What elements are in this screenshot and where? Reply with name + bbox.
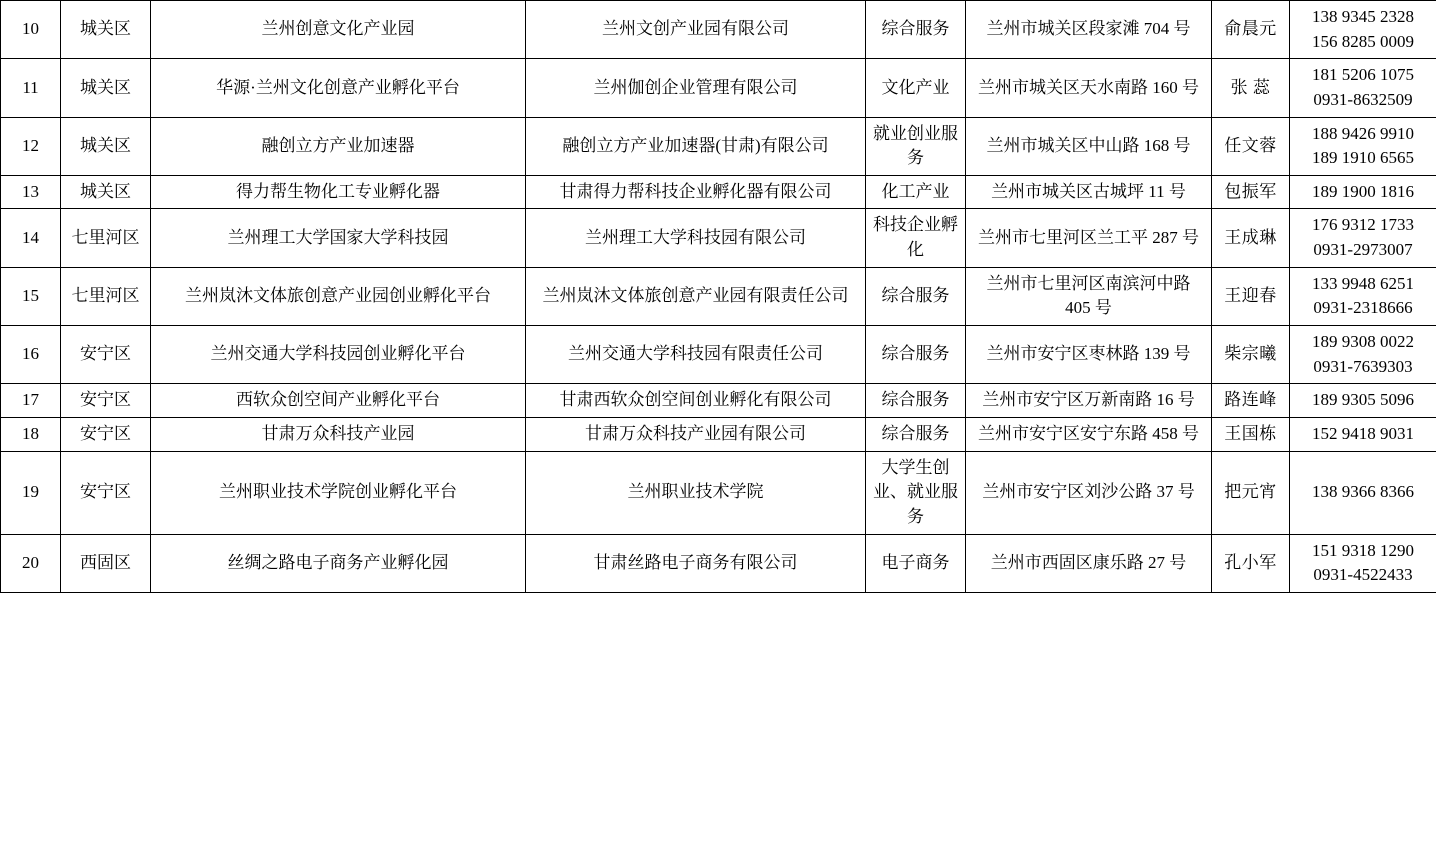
- table-row: [1, 326, 1436, 384]
- cell-district: 七里河区: [61, 209, 151, 267]
- cell-address: [966, 326, 1212, 384]
- cell-district: 七里河区: [61, 267, 151, 325]
- cell-address: [966, 384, 1212, 418]
- cell-incubator-name: 西软众创空间产业孵化平台: [151, 384, 526, 418]
- phone-line: 189 1900 1816: [1312, 181, 1414, 201]
- cell-phone: [1290, 534, 1436, 592]
- cell-index: 17: [1, 384, 61, 418]
- cell-incubator-name: 兰州岚沐文体旅创意产业园创业孵化平台: [151, 267, 526, 325]
- phone-line: 189 1910 6565: [1312, 148, 1414, 168]
- cell-district: 西固区: [61, 534, 151, 592]
- cell-incubator-name: 丝绸之路电子商务产业孵化园: [151, 534, 526, 592]
- cell-industry-type: 综合服务: [866, 326, 966, 384]
- cell-incubator-name: 兰州职业技术学院创业孵化平台: [151, 451, 526, 534]
- cell-contact: 王迎春: [1212, 267, 1290, 325]
- cell-company: 兰州理工大学科技园有限公司: [526, 209, 866, 267]
- cell-phone: [1290, 267, 1436, 325]
- cell-company: 兰州伽创企业管理有限公司: [526, 59, 866, 117]
- table-row: [1, 59, 1436, 117]
- cell-contact: 孔小军: [1212, 534, 1290, 592]
- cell-index: 16: [1, 326, 61, 384]
- cell-company: 甘肃丝路电子商务有限公司: [526, 534, 866, 592]
- cell-index: 12: [1, 117, 61, 175]
- address-text: 兰州市城关区天水南路 160 号: [978, 77, 1199, 97]
- cell-industry-type: 化工产业: [866, 175, 966, 209]
- cell-address: [966, 267, 1212, 325]
- table-row: [1, 175, 1436, 209]
- phone-line: 189 9308 0022: [1312, 332, 1414, 352]
- cell-address: [966, 209, 1212, 267]
- table-row: [1, 534, 1436, 592]
- cell-incubator-name: 甘肃万众科技产业园: [151, 417, 526, 451]
- cell-contact: 包振军: [1212, 175, 1290, 209]
- cell-index: 18: [1, 417, 61, 451]
- cell-index: 20: [1, 534, 61, 592]
- cell-contact: 张 蕊: [1212, 59, 1290, 117]
- cell-district: 安宁区: [61, 384, 151, 418]
- cell-phone: [1290, 451, 1436, 534]
- cell-index: 10: [1, 1, 61, 59]
- cell-incubator-name: 兰州理工大学国家大学科技园: [151, 209, 526, 267]
- table-row: [1, 451, 1436, 534]
- cell-industry-type: 大学生创业、就业服务: [866, 451, 966, 534]
- cell-phone: [1290, 209, 1436, 267]
- table-body: [1, 1, 1436, 593]
- address-text: 兰州市七里河区兰工平 287 号: [978, 227, 1199, 247]
- cell-contact: 柴宗曦: [1212, 326, 1290, 384]
- phone-line: 138 9366 8366: [1312, 482, 1414, 502]
- cell-contact: 任文蓉: [1212, 117, 1290, 175]
- cell-index: 14: [1, 209, 61, 267]
- cell-phone: [1290, 417, 1436, 451]
- cell-index: 11: [1, 59, 61, 117]
- cell-industry-type: 就业创业服务: [866, 117, 966, 175]
- cell-company: 兰州职业技术学院: [526, 451, 866, 534]
- cell-industry-type: 综合服务: [866, 1, 966, 59]
- address-text: 兰州市安宁区刘沙公路 37 号: [982, 482, 1195, 502]
- phone-line: 152 9418 9031: [1312, 423, 1414, 443]
- cell-phone: [1290, 175, 1436, 209]
- cell-phone: [1290, 384, 1436, 418]
- address-text: 兰州市安宁区万新南路 16 号: [982, 390, 1195, 410]
- phone-line: 156 8285 0009: [1312, 31, 1414, 51]
- cell-company: 兰州文创产业园有限公司: [526, 1, 866, 59]
- phone-line: 0931-7639303: [1313, 356, 1413, 376]
- cell-index: 13: [1, 175, 61, 209]
- cell-industry-type: 综合服务: [866, 384, 966, 418]
- cell-address: [966, 59, 1212, 117]
- address-text: 兰州市安宁区安宁东路 458 号: [978, 423, 1199, 443]
- address-text: 兰州市西固区康乐路 27 号: [990, 552, 1187, 572]
- cell-district: 安宁区: [61, 451, 151, 534]
- cell-index: 15: [1, 267, 61, 325]
- cell-incubator-name: 融创立方产业加速器: [151, 117, 526, 175]
- cell-district: 城关区: [61, 59, 151, 117]
- cell-contact: 俞晨元: [1212, 1, 1290, 59]
- table-row: [1, 384, 1436, 418]
- phone-line: 138 9345 2328: [1312, 7, 1414, 26]
- cell-company: 融创立方产业加速器(甘肃)有限公司: [526, 117, 866, 175]
- cell-address: [966, 451, 1212, 534]
- cell-industry-type: 文化产业: [866, 59, 966, 117]
- cell-phone: [1290, 59, 1436, 117]
- cell-incubator-name: 华源·兰州文化创意产业孵化平台: [151, 59, 526, 117]
- cell-incubator-name: 得力帮生物化工专业孵化器: [151, 175, 526, 209]
- cell-phone: [1290, 326, 1436, 384]
- address-text: 兰州市城关区段家滩 704 号: [986, 19, 1191, 39]
- phone-line: 176 9312 1733: [1312, 215, 1414, 235]
- cell-contact: 路连峰: [1212, 384, 1290, 418]
- phone-line: 0931-2973007: [1313, 240, 1413, 260]
- cell-industry-type: 科技企业孵化: [866, 209, 966, 267]
- phone-line: 0931-8632509: [1313, 89, 1413, 109]
- cell-incubator-name: 兰州创意文化产业园: [151, 1, 526, 59]
- cell-address: [966, 534, 1212, 592]
- cell-district: 安宁区: [61, 417, 151, 451]
- phone-line: 189 9305 5096: [1312, 390, 1414, 410]
- cell-industry-type: 电子商务: [866, 534, 966, 592]
- cell-incubator-name: 兰州交通大学科技园创业孵化平台: [151, 326, 526, 384]
- phone-line: 0931-4522433: [1313, 565, 1413, 585]
- cell-contact: 王成琳: [1212, 209, 1290, 267]
- cell-contact: 把元宵: [1212, 451, 1290, 534]
- cell-company: 甘肃得力帮科技企业孵化器有限公司: [526, 175, 866, 209]
- phone-line: 151 9318 1290: [1312, 540, 1414, 560]
- cell-district: 城关区: [61, 1, 151, 59]
- address-text: 兰州市安宁区枣林路 139 号: [986, 344, 1191, 364]
- table-row: [1, 209, 1436, 267]
- table-row: [1, 417, 1436, 451]
- cell-address: [966, 1, 1212, 59]
- cell-company: 甘肃万众科技产业园有限公司: [526, 417, 866, 451]
- cell-phone: [1290, 1, 1436, 59]
- cell-contact: 王国栋: [1212, 417, 1290, 451]
- phone-line: 181 5206 1075: [1312, 65, 1414, 85]
- cell-address: [966, 175, 1212, 209]
- address-text: 兰州市城关区中山路 168 号: [986, 135, 1191, 155]
- cell-district: 城关区: [61, 175, 151, 209]
- cell-district: 安宁区: [61, 326, 151, 384]
- cell-company: 兰州交通大学科技园有限责任公司: [526, 326, 866, 384]
- phone-line: 188 9426 9910: [1312, 123, 1414, 143]
- address-text: 兰州市城关区古城坪 11 号: [991, 181, 1186, 201]
- cell-address: [966, 417, 1212, 451]
- cell-industry-type: 综合服务: [866, 267, 966, 325]
- table-row: [1, 1, 1436, 59]
- phone-line: 133 9948 6251: [1312, 273, 1414, 293]
- cell-phone: [1290, 117, 1436, 175]
- cell-company: 兰州岚沐文体旅创意产业园有限责任公司: [526, 267, 866, 325]
- cell-index: 19: [1, 451, 61, 534]
- phone-line: 0931-2318666: [1313, 298, 1413, 318]
- cell-address: [966, 117, 1212, 175]
- cell-company: 甘肃西软众创空间创业孵化有限公司: [526, 384, 866, 418]
- cell-district: 城关区: [61, 117, 151, 175]
- table-row: [1, 117, 1436, 175]
- table-row: [1, 267, 1436, 325]
- address-text: 兰州市七里河区南滨河中路 405 号: [986, 273, 1191, 318]
- cell-industry-type: 综合服务: [866, 417, 966, 451]
